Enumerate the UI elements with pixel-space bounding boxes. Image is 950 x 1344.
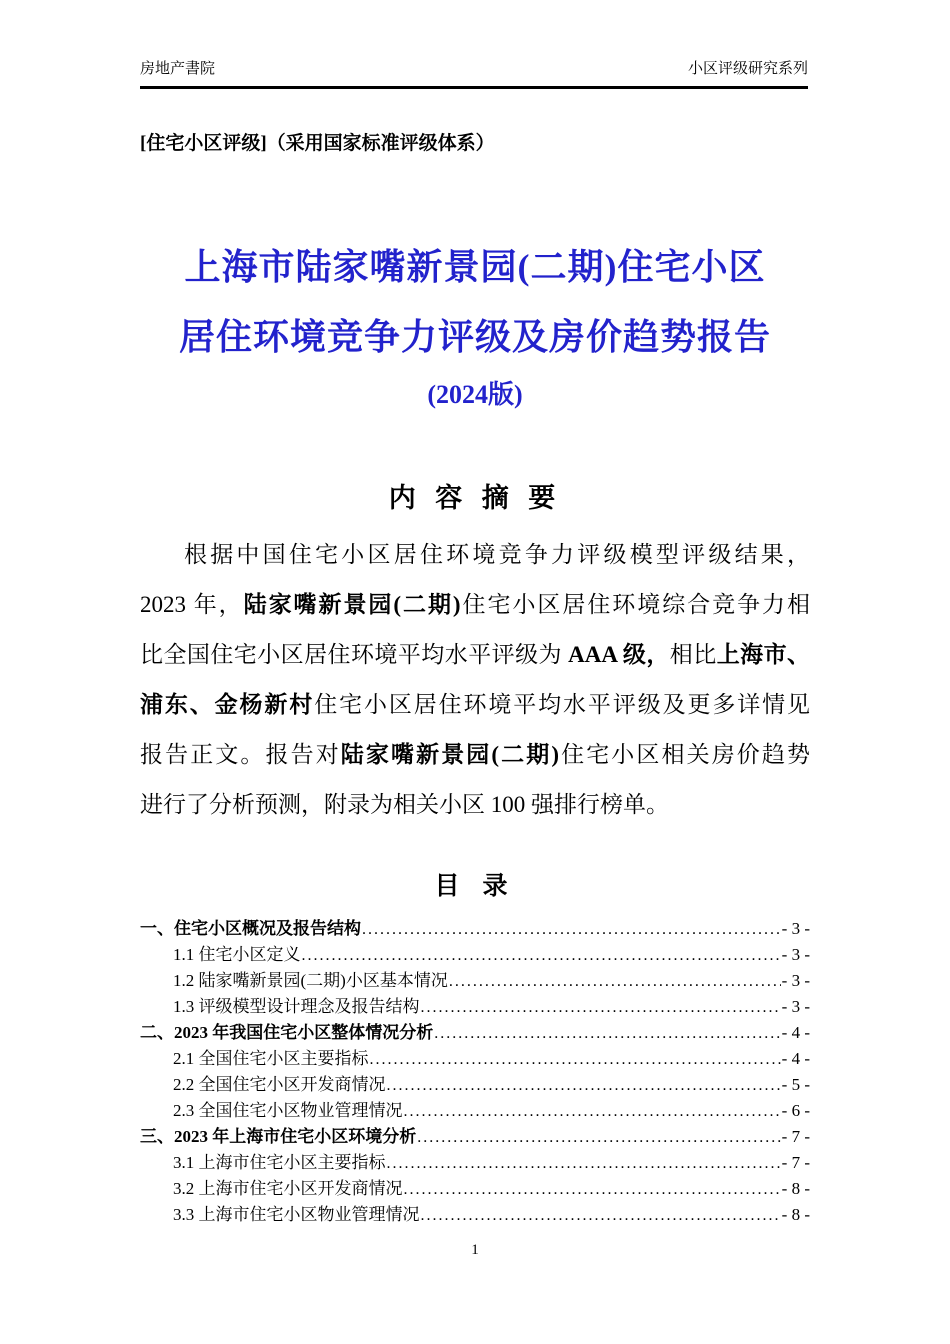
summary-text-segment: 报告正文。报告对 bbox=[140, 742, 341, 767]
toc-item[interactable] bbox=[140, 942, 810, 968]
summary-text-segment: 相比 bbox=[669, 642, 717, 667]
summary-text-segment: 住宅小区居住环境平均水平评级及更多详情见 bbox=[314, 692, 811, 717]
toc-page-number: - 4 - bbox=[781, 1049, 810, 1068]
toc-item-title: 2.1 全国住宅小区主要指标 bbox=[173, 1049, 369, 1068]
header-right-text: 小区评级研究系列 bbox=[687, 60, 808, 77]
report-type-line: [住宅小区评级]（采用国家标准评级体系） bbox=[140, 133, 495, 154]
toc-item[interactable] bbox=[140, 1150, 810, 1176]
toc-item-title: 1.2 陆家嘴新景园(二期)小区基本情况 bbox=[173, 971, 448, 990]
dotted-leader bbox=[387, 1072, 781, 1099]
dotted-leader bbox=[449, 968, 781, 995]
toc-page-number: - 8 - bbox=[781, 1179, 810, 1198]
toc-page-number: - 3 - bbox=[781, 919, 810, 938]
summary-text-segment: 陆家嘴新景园(二期) bbox=[340, 742, 560, 767]
summary-line bbox=[140, 580, 810, 630]
dotted-leader bbox=[362, 916, 781, 943]
toc-page-number: - 5 - bbox=[781, 1075, 810, 1094]
toc-item[interactable] bbox=[140, 916, 810, 942]
header-left-text: 房地产書院 bbox=[140, 60, 216, 77]
page-header bbox=[140, 58, 808, 89]
toc-page-number: - 7 - bbox=[781, 1127, 810, 1146]
toc-item-title: 2.3 全国住宅小区物业管理情况 bbox=[173, 1101, 403, 1120]
summary-line bbox=[140, 780, 810, 830]
summary-text-segment: 住宅小区居住环境综合竞争力相 bbox=[460, 592, 811, 617]
toc-item-title: 3.1 上海市住宅小区主要指标 bbox=[173, 1153, 386, 1172]
toc-item-title: 2.2 全国住宅小区开发商情况 bbox=[173, 1075, 386, 1094]
dotted-leader bbox=[404, 1176, 781, 1203]
toc-item[interactable] bbox=[140, 968, 810, 994]
toc-page-number: - 3 - bbox=[781, 945, 810, 964]
summary-line bbox=[140, 630, 810, 680]
report-title-block bbox=[0, 232, 950, 418]
summary-line bbox=[140, 730, 810, 780]
summary-line bbox=[140, 680, 810, 730]
summary-text-segment: 上海市、 bbox=[716, 642, 811, 667]
toc-item[interactable] bbox=[140, 1176, 810, 1202]
summary-text-segment: 根据中国住宅小区居住环境竞争力评级模型评级结果， bbox=[184, 542, 810, 567]
dotted-leader bbox=[302, 942, 781, 969]
summary-heading: 内 容 摘 要 bbox=[388, 483, 562, 513]
toc-item-title: 1.1 住宅小区定义 bbox=[173, 945, 301, 964]
dotted-leader bbox=[421, 1202, 781, 1229]
dotted-leader bbox=[417, 1124, 780, 1151]
report-edition: (2024版) bbox=[427, 380, 523, 409]
toc-page-number: - 3 - bbox=[781, 971, 810, 990]
summary-text-segment: 浦东、金杨新村 bbox=[140, 692, 315, 717]
page-number: 1 bbox=[471, 1242, 479, 1258]
toc-item[interactable] bbox=[140, 1020, 810, 1046]
summary-text-segment: 住宅小区相关房价趋势 bbox=[559, 742, 811, 767]
report-title-line1: 上海市陆家嘴新景园(二期)住宅小区 bbox=[184, 247, 766, 287]
toc-item-title: 二、2023 年我国住宅小区整体情况分析 bbox=[140, 1023, 434, 1042]
toc-item[interactable] bbox=[140, 1098, 810, 1124]
toc-item[interactable] bbox=[140, 1046, 810, 1072]
toc-heading: 目 录 bbox=[434, 872, 516, 900]
summary-paragraph bbox=[140, 530, 810, 830]
toc-item[interactable] bbox=[140, 1072, 810, 1098]
summary-text-segment: 比全国住宅小区居住环境平均水平评级为 bbox=[140, 642, 569, 667]
toc-item[interactable] bbox=[140, 1202, 810, 1228]
dotted-leader bbox=[434, 1020, 780, 1047]
summary-line bbox=[140, 530, 810, 580]
toc-item-title: 3.2 上海市住宅小区开发商情况 bbox=[173, 1179, 403, 1198]
toc-list bbox=[140, 916, 810, 1228]
toc-page-number: - 6 - bbox=[781, 1101, 810, 1120]
dotted-leader bbox=[404, 1098, 781, 1125]
toc-item[interactable] bbox=[140, 1124, 810, 1150]
toc-item-title: 3.3 上海市住宅小区物业管理情况 bbox=[173, 1205, 420, 1224]
toc-page-number: - 7 - bbox=[781, 1153, 810, 1172]
dotted-leader bbox=[370, 1046, 781, 1073]
toc-item-title: 1.3 评级模型设计理念及报告结构 bbox=[173, 997, 420, 1016]
summary-text-segment: 2023 年， bbox=[140, 592, 244, 617]
dotted-leader bbox=[387, 1150, 781, 1177]
summary-text-segment: AAA 级， bbox=[568, 642, 670, 667]
toc-page-number: - 8 - bbox=[781, 1205, 810, 1224]
summary-text-segment: 陆家嘴新景园(二期) bbox=[243, 592, 461, 617]
toc-page-number: - 4 - bbox=[781, 1023, 810, 1042]
toc-page-number: - 3 - bbox=[781, 997, 810, 1016]
report-title-line2: 居住环境竞争力评级及房价趋势报告 bbox=[178, 317, 771, 357]
toc-item-title: 三、2023 年上海市住宅小区环境分析 bbox=[140, 1127, 417, 1146]
summary-text-segment: 进行了分析预测，附录为相关小区 100 强排行榜单。 bbox=[140, 792, 669, 817]
toc-item-title: 一、住宅小区概况及报告结构 bbox=[140, 919, 361, 938]
dotted-leader bbox=[421, 994, 781, 1021]
toc-item[interactable] bbox=[140, 994, 810, 1020]
